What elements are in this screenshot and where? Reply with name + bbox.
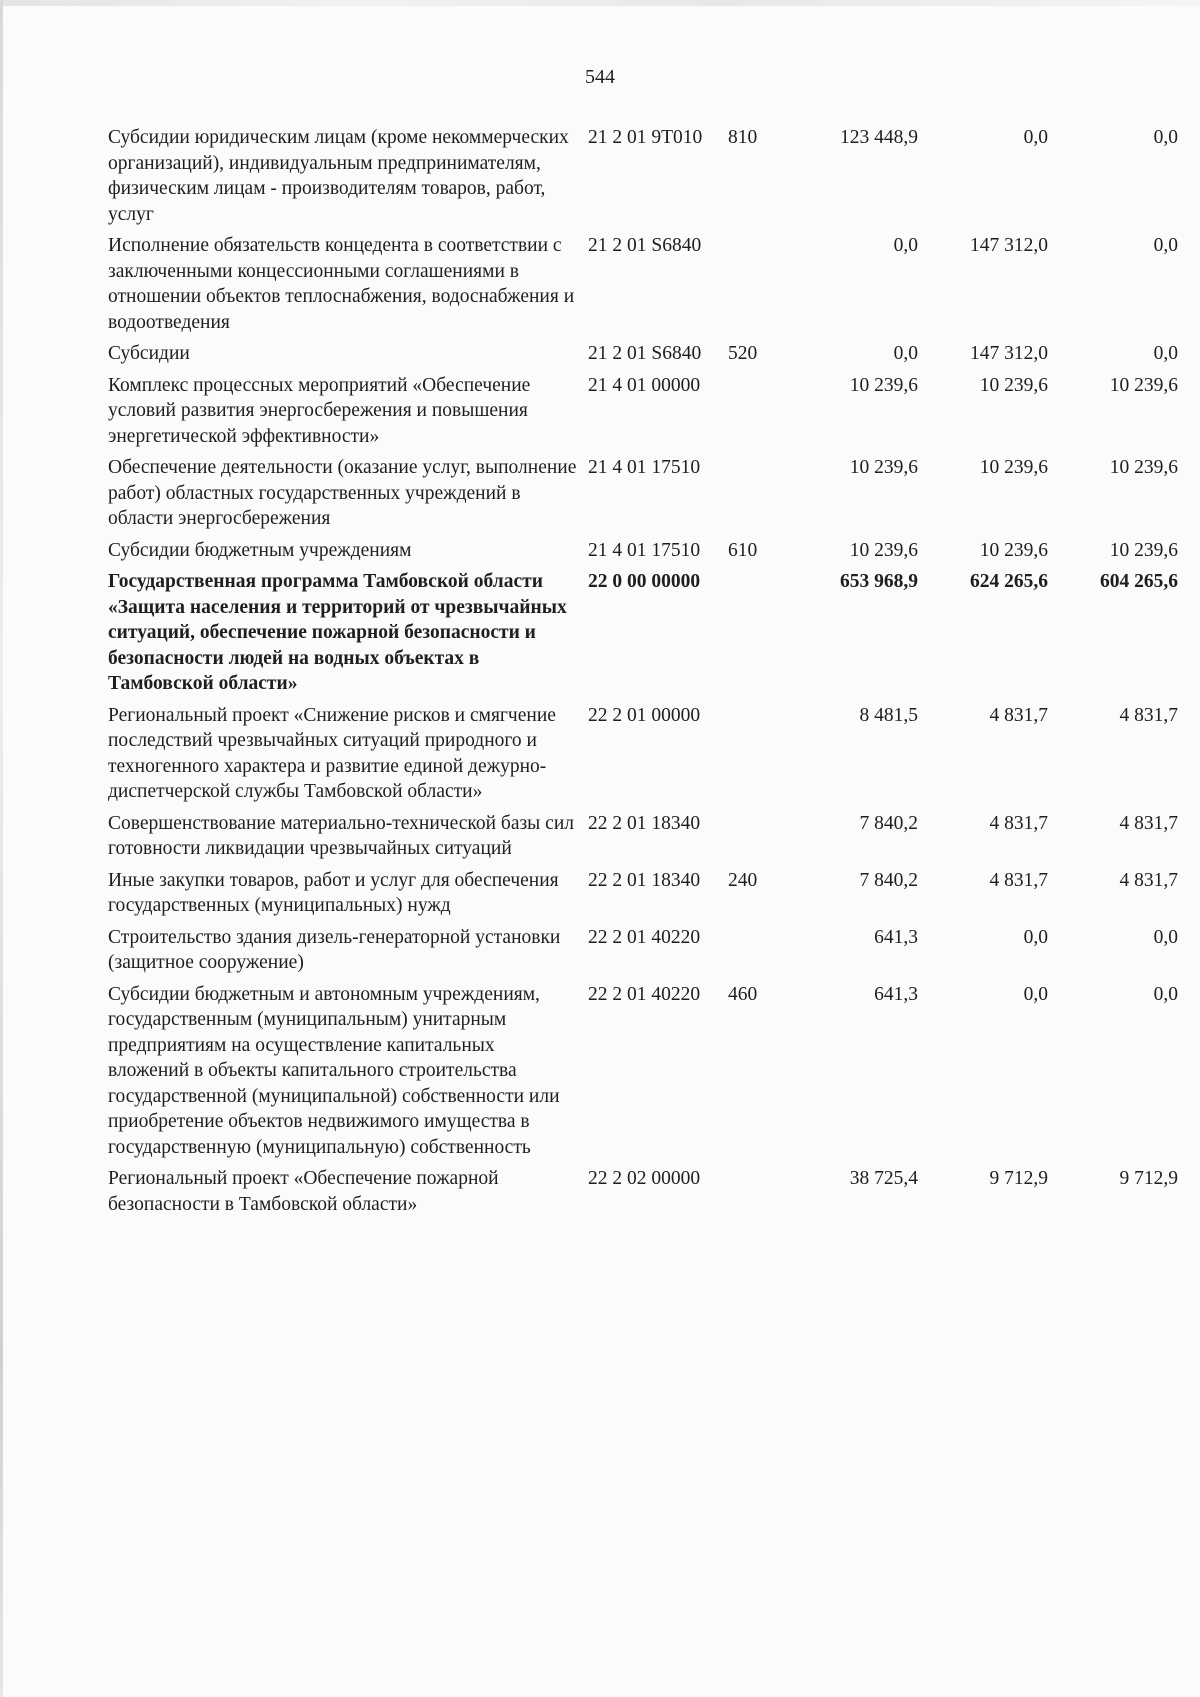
row-value-year-1: 7 840,2 [859,869,918,891]
row-target-code: 22 2 01 18340 [588,869,701,891]
row-target-code: 22 0 00 00000 [588,571,701,592]
table-row [108,455,1178,538]
row-expense-type [728,703,788,811]
row-expense-type [728,233,788,341]
row-value-year-1: 8 481,5 [859,704,918,726]
row-value-year-2: 9 712,9 [989,1168,1048,1189]
row-expense-type: 460 [728,983,758,1005]
row-expense-type [728,373,788,456]
row-value-year-3: 0,0 [1153,235,1178,256]
table-row [108,982,1178,1167]
row-value-year-3: 10 239,6 [1109,539,1178,561]
row-value-year-3: 10 239,6 [1109,374,1178,396]
row-value-year-2: 4 831,7 [989,869,1048,891]
row-expense-type: 810 [728,127,758,148]
row-expense-type [728,1166,788,1223]
table-row [108,703,1178,811]
row-value-year-1: 123 448,9 [840,127,918,148]
table-row [108,868,1178,925]
row-value-year-2: 0,0 [1023,983,1048,1005]
row-target-code: 22 2 02 00000 [588,1168,701,1189]
row-value-year-3: 0,0 [1153,127,1178,148]
row-name: Обеспечение деятельности (оказание услуг, выполнение работ) областных государственных учреждений в области энергосбережения [108,457,577,529]
row-value-year-3: 4 831,7 [1119,704,1178,726]
table-row [108,811,1178,868]
row-name: Исполнение обязательств концедента в соответствии с заключенными концессионными соглашениями в отношении объектов теплоснабжения, водоснабжения и водоотведения [108,235,575,333]
table-row [108,233,1178,341]
row-value-year-1: 10 239,6 [849,374,918,396]
row-expense-type [728,811,788,868]
row-target-code: 22 2 01 40220 [588,983,701,1005]
row-expense-type [728,455,788,538]
row-name: Совершенствование материально-технической базы сил готовности ликвидации чрезвычайных ситуаций [108,812,574,859]
table-row [108,538,1178,570]
scan-artifact-top [0,0,1200,6]
row-value-year-1: 653 968,9 [840,571,918,592]
row-expense-type: 520 [728,343,758,364]
scan-artifact-left-edge [0,0,3,1697]
row-value-year-3: 9 712,9 [1119,1168,1178,1189]
row-expense-type: 240 [728,869,758,891]
row-target-code: 22 2 01 18340 [588,812,701,834]
row-value-year-1: 7 840,2 [859,812,918,834]
row-target-code: 21 2 01 9Т010 [588,127,703,148]
row-target-code: 21 4 01 00000 [588,374,701,396]
row-name: Субсидии бюджетным и автономным учреждениям, государственным (муниципальным) унитарным предприятиям на осуществление капитальных вложений в объекты капитального строительства государственной (муниципальной) собственности или приобретение объектов недвижимого имущества в государственную (муниципальную) собственность [108,983,560,1158]
row-target-code: 22 2 01 40220 [588,926,701,948]
row-name: Комплекс процессных мероприятий «Обеспечение условий развития энергосбережения и повышения энергетической эффективности» [108,374,531,447]
row-value-year-2: 147 312,0 [970,235,1048,256]
row-name: Субсидии бюджетным учреждениям [108,539,412,561]
row-name: Региональный проект «Обеспечение пожарной безопасности в Тамбовской области» [108,1168,499,1215]
row-expense-type: 610 [728,539,758,561]
table-row [108,1166,1178,1223]
budget-table-body [108,125,1178,1223]
row-value-year-3: 0,0 [1153,983,1178,1005]
row-value-year-2: 0,0 [1023,926,1048,948]
row-value-year-1: 641,3 [874,926,918,948]
table-row [108,341,1178,373]
budget-table [108,125,1178,1223]
row-value-year-2: 624 265,6 [970,571,1048,592]
row-value-year-1: 0,0 [893,343,918,364]
table-row [108,125,1178,233]
row-target-code: 21 4 01 17510 [588,457,701,478]
table-row [108,373,1178,456]
row-value-year-3: 0,0 [1153,926,1178,948]
row-expense-type [728,569,788,703]
row-value-year-2: 0,0 [1023,127,1048,148]
row-value-year-3: 4 831,7 [1119,812,1178,834]
row-value-year-2: 4 831,7 [989,704,1048,726]
row-value-year-3: 604 265,6 [1100,571,1178,592]
row-value-year-2: 4 831,7 [989,812,1048,834]
row-name: Строительство здания дизель-генераторной установки (защитное сооружение) [108,926,561,973]
row-target-code: 21 2 01 S6840 [588,235,702,256]
row-name: Субсидии юридическим лицам (кроме некоммерческих организаций), индивидуальным предпринимателям, физическим лицам - производителям товаров, работ, услуг [108,127,569,225]
page-number: 544 [585,66,615,88]
row-target-code: 21 4 01 17510 [588,539,701,561]
row-value-year-2: 147 312,0 [970,343,1048,364]
row-name: Иные закупки товаров, работ и услуг для обеспечения государственных (муниципальных) нужд [108,869,559,916]
row-value-year-1: 641,3 [874,983,918,1005]
row-target-code: 22 2 01 00000 [588,704,701,726]
row-value-year-3: 0,0 [1153,343,1178,364]
row-value-year-1: 10 239,6 [849,457,918,478]
row-value-year-1: 0,0 [893,235,918,256]
table-row [108,925,1178,982]
row-value-year-2: 10 239,6 [979,374,1048,396]
table-row [108,569,1178,703]
row-value-year-3: 4 831,7 [1119,869,1178,891]
row-value-year-1: 10 239,6 [849,539,918,561]
row-name: Государственная программа Тамбовской области «Защита населения и территорий от чрезвычайных ситуаций, обеспечение пожарной безопасности и безопасности людей на водных объектах в Тамбовской области» [108,571,567,694]
row-value-year-1: 38 725,4 [849,1168,918,1189]
row-value-year-2: 10 239,6 [979,539,1048,561]
row-name: Региональный проект «Снижение рисков и смягчение последствий чрезвычайных ситуаций природного и техногенного характера и развитие единой дежурно-диспетчерской службы Тамбовской области» [108,704,556,802]
row-value-year-3: 10 239,6 [1109,457,1178,478]
row-expense-type [728,925,788,982]
row-name: Субсидии [108,343,190,364]
row-target-code: 21 2 01 S6840 [588,343,702,364]
row-value-year-2: 10 239,6 [979,457,1048,478]
